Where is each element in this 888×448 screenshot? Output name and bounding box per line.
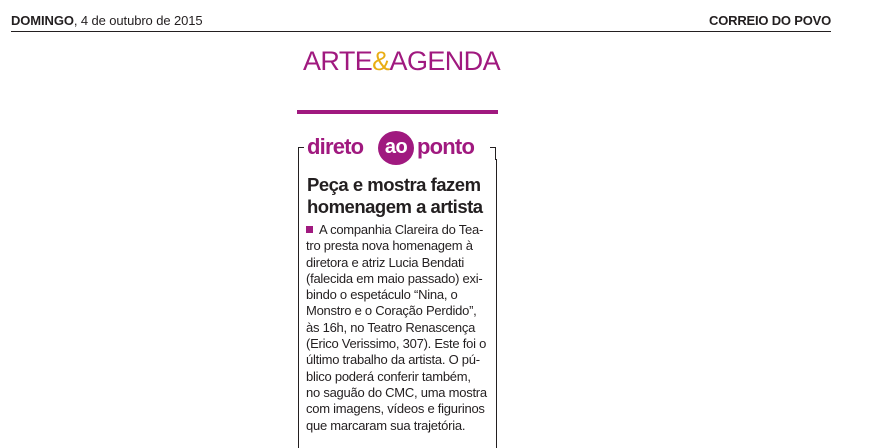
edition-date — [11, 13, 203, 29]
body-line: Monstro e o Coração Perdido”, — [306, 303, 477, 319]
body-line: A companhia Clareira do Tea- — [306, 222, 496, 238]
body-line: blico poderá conferir também, — [306, 368, 471, 384]
section-title-ampersand: & — [372, 46, 390, 76]
section-divider — [297, 110, 498, 114]
article-body — [306, 222, 496, 434]
body-line: que marcaram sua trajetória. — [306, 417, 466, 433]
column-rule-left — [298, 159, 299, 448]
edition-day: DOMINGO — [11, 13, 74, 28]
body-line: (Erico Verissimo, 307). Este foi o — [306, 336, 487, 352]
body-line: tro presta nova homenagem à — [306, 238, 473, 254]
body-line: diretora e atriz Lucia Bendati — [306, 254, 464, 270]
section-title — [303, 45, 500, 77]
column-tag-word1: direto — [307, 134, 364, 159]
body-line: com imagens, vídeos e figurinos — [306, 401, 485, 417]
body-line: (falecida em maio passado) exi- — [306, 270, 483, 286]
bullet-square-icon — [306, 226, 313, 233]
article-headline — [307, 174, 497, 218]
column-tag-word2: ponto — [417, 134, 475, 159]
body-line: último trabalho da artista. O pú- — [306, 352, 480, 368]
edition-date-text: , 4 de outubro de 2015 — [73, 13, 203, 28]
section-title-part1: ARTE — [303, 46, 373, 76]
headline-line: homenagem a artista — [307, 196, 483, 217]
newspaper-name: CORREIO DO POVO — [709, 13, 831, 28]
section-title-part2: AGENDA — [389, 46, 500, 76]
column-tag-circle: ao — [378, 131, 414, 165]
headline-line: Peça e mostra fazem — [307, 174, 481, 195]
page-header — [11, 13, 831, 32]
body-line: no saguão do CMC, uma mostra — [306, 384, 487, 400]
body-line: às 16h, no Teatro Renascença — [306, 319, 476, 335]
body-line: bindo o espetáculo “Nina, o — [306, 287, 458, 303]
